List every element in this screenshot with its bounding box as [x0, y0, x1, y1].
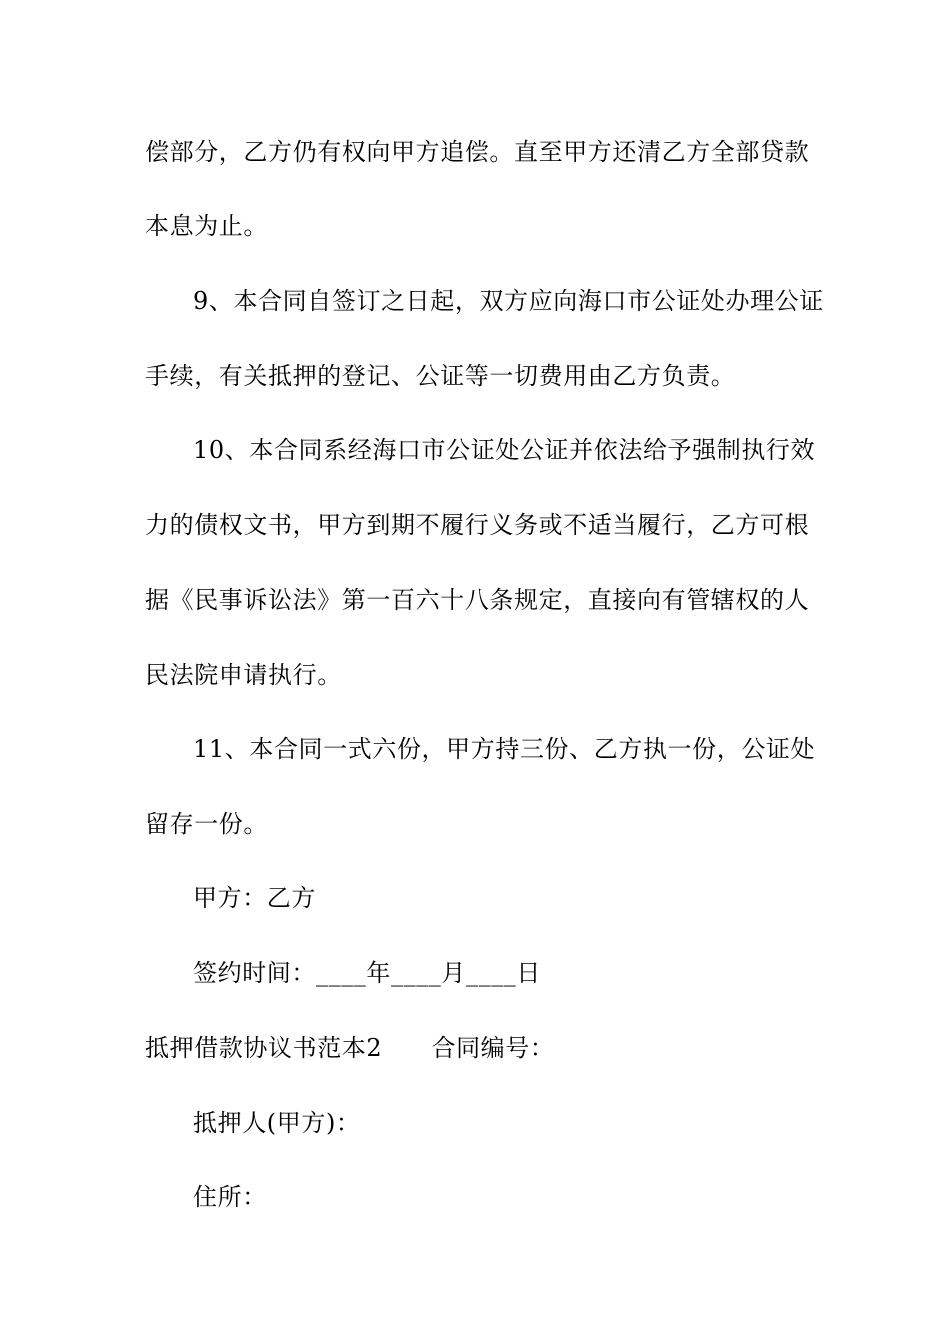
mortgagor-line: 抵押人(甲方)：: [193, 1109, 361, 1137]
address-line: 住所：: [193, 1183, 267, 1211]
paragraph-line: 偿部分，乙方仍有权向甲方追偿。直至甲方还清乙方全部贷款: [145, 138, 810, 166]
section-heading: 抵押借款协议书范本2 合同编号：: [145, 1034, 555, 1062]
paragraph-line: 本息为止。: [145, 212, 268, 240]
clause-9-line: 9、本合同自签订之日起，双方应向海口市公证处办理公证: [193, 287, 824, 315]
paragraph-line: 力的债权文书，甲方到期不履行义务或不适当履行，乙方可根: [145, 511, 810, 539]
party-signature-line: 甲方：乙方: [193, 884, 316, 912]
paragraph-line: 留存一份。: [145, 810, 268, 838]
paragraph-line: 手续，有关抵押的登记、公证等一切费用由乙方负责。: [145, 362, 736, 390]
paragraph-line: 民法院申请执行。: [145, 661, 342, 689]
clause-10-line: 10、本合同系经海口市公证处公证并依法给予强制执行效: [193, 436, 816, 464]
clause-11-line: 11、本合同一式六份，甲方持三份、乙方执一份，公证处: [193, 735, 816, 763]
paragraph-line: 据《民事诉讼法》第一百六十八条规定，直接向有管辖权的人: [145, 586, 810, 614]
signing-date-line: 签约时间：____年____月____日: [193, 959, 541, 987]
